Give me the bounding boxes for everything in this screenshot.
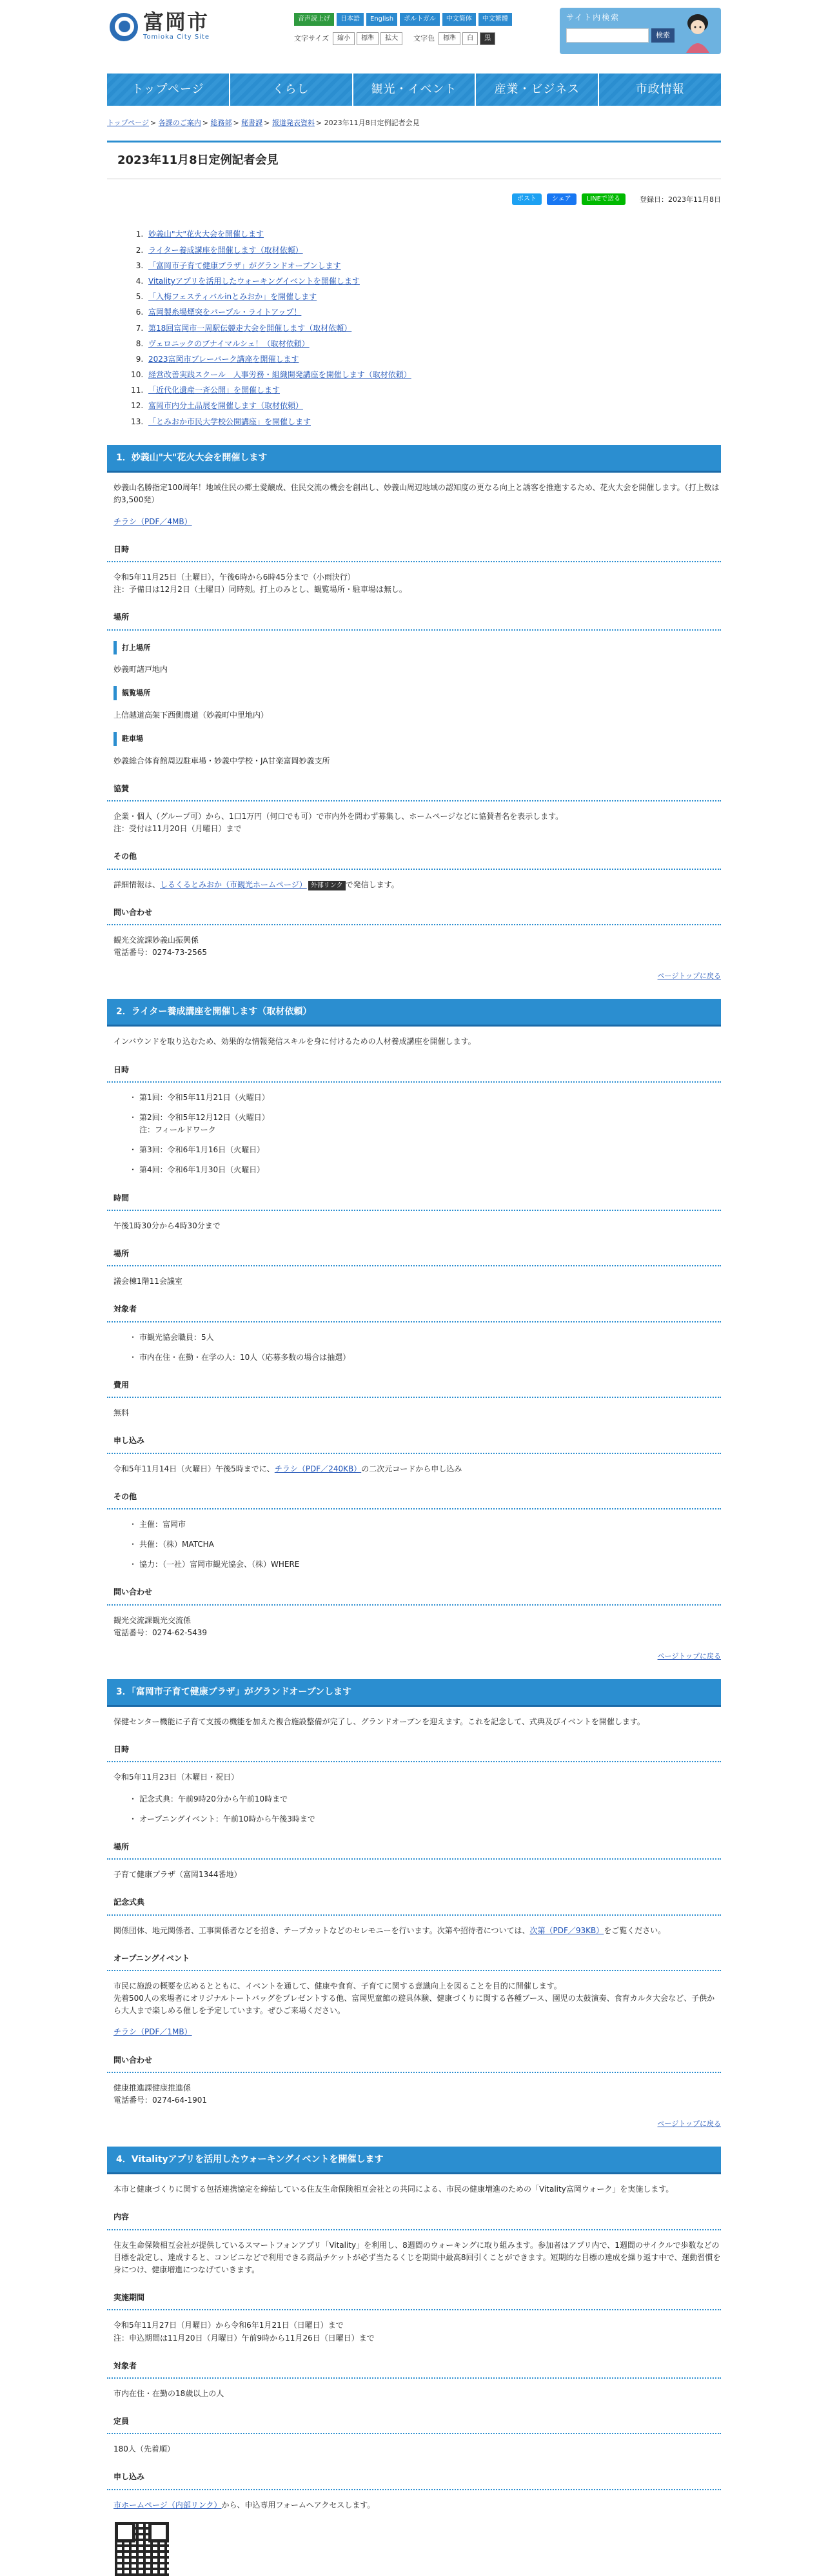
registered-date: 登録日：2023年11月8日	[640, 195, 721, 204]
contact-phone: 電話番号：0274-62-5439	[113, 1627, 208, 1637]
event-text: 先着500人の来場者にオリジナルトートバッグをプレゼントする他、富岡児童館の遊具体験、健康づくりに関する各種ブース、園児の太鼓演奏、食育カルタ大会など、子供から大人まで楽しめる催しを予定しています。ぜひご来場ください。	[113, 1994, 715, 2016]
minor-heading: 観覧場所	[113, 686, 721, 700]
capacity-text: 180人（先着順）	[113, 2444, 175, 2454]
list-item: ・ 第4回：令和6年1月30日（火曜日）	[139, 1164, 721, 1176]
page-title: 2023年11月8日定例記者会見	[107, 141, 721, 180]
font-standard-button[interactable]: 標準	[357, 32, 379, 45]
list-item: ・ 第1回：令和5年11月21日（火曜日）	[139, 1092, 721, 1104]
date-note: 注：予備日は12月2日（土曜日）同時刻。打上のみとし、観覧場所・駐車場は無し。	[113, 585, 407, 595]
subheading: 問い合わせ	[107, 904, 721, 925]
toc-link[interactable]: 「近代化遺産一斉公開」を開催します	[148, 386, 281, 395]
toc-link[interactable]: 富岡市内分土品展を開催します（取材依頼）	[148, 401, 304, 411]
program-link[interactable]: 次第（PDF／93KB）	[529, 1925, 604, 1935]
lang-japanese[interactable]: 日本語	[337, 13, 364, 26]
page-top-link[interactable]: ページトップに戻る	[657, 2119, 721, 2129]
page-top-link[interactable]: ページトップに戻る	[657, 972, 721, 981]
facebook-share-button[interactable]: シェア	[547, 193, 577, 205]
list-item	[146, 291, 721, 303]
target-list	[139, 1332, 721, 1364]
logo-english: Tomioka City Site	[143, 34, 210, 41]
toc-link[interactable]: 妙義山"大"花火大会を開催します	[148, 230, 264, 239]
color-label: 文字色	[413, 34, 435, 43]
contact-dept: 健康推進課健康推進係	[113, 2083, 192, 2092]
crumb-current: 2023年11月8日定例記者会見	[324, 119, 420, 127]
share-bar	[107, 193, 721, 205]
flyer-link[interactable]: チラシ（PDF／4MB）	[113, 516, 192, 526]
list-item	[146, 306, 721, 319]
subheading: 協賛	[107, 780, 721, 801]
list-item: ・ 記念式典：午前9時20分から午前10時まで	[139, 1793, 721, 1805]
search-title: サイト内検索	[566, 13, 620, 22]
subheading: オープニングイベント	[107, 1950, 721, 1971]
font-small-button[interactable]: 縮小	[333, 32, 355, 45]
subheading: 対象者	[107, 2357, 721, 2379]
parking: 妙義総合体育館周辺駐車場・妙義中学校・JA甘楽富岡妙義支所	[113, 756, 330, 765]
global-nav	[107, 74, 721, 106]
section-intro: インバウンドを取り込むため、効果的な情報発信スキルを身に付けるための人材養成講座を開催します。	[113, 1037, 476, 1047]
subheading: その他	[107, 848, 721, 869]
page-top-link[interactable]: ページトップに戻る	[657, 1652, 721, 1661]
list-item	[146, 338, 721, 350]
contact-dept: 観光交流課観光交流係	[113, 1615, 192, 1625]
period-text: 令和5年11月27日（月曜日）から令和6年1月21日（日曜日）まで	[113, 2321, 344, 2330]
toc-link[interactable]: 2023富岡市ブレーバーク講座を開催します	[148, 354, 299, 364]
subheading: 費用	[107, 1377, 721, 1398]
subheading: 問い合わせ	[107, 2052, 721, 2073]
lang-english[interactable]: English	[366, 13, 397, 26]
date-list	[139, 1092, 721, 1177]
color-black-button[interactable]: 黒	[480, 32, 495, 45]
subheading: 時間	[107, 1190, 721, 1211]
launch-place: 妙義町諸戸地内	[113, 665, 168, 674]
lang-portuguese[interactable]: ポルトガル	[400, 13, 440, 26]
list-item: ・ 共催：（株）MATCHA	[139, 1539, 721, 1551]
place-text: 議会棟1階11会議室	[113, 1277, 182, 1286]
nav-living[interactable]: くらし	[230, 74, 353, 106]
subheading: 対象者	[107, 1301, 721, 1322]
period-note: 注：申込期間は11月20日（月曜日）午前9時から11月26日（日曜日）まで	[113, 2333, 375, 2343]
list-item: ・ 第2回：令和5年12月12日（火曜日） 注：フィールドワーク	[139, 1112, 721, 1136]
subheading: 場所	[107, 1245, 721, 1266]
search-button[interactable]: 検索	[651, 28, 675, 43]
target-text: 市内在住・在勤の18歳以上の人	[113, 2388, 224, 2398]
external-link-badge: 外部リンク	[308, 881, 346, 890]
city-site-link[interactable]: 市ホームページ（内部リンク）	[113, 2500, 222, 2510]
tourism-site-link[interactable]: しるくるとみおか（市観光ホームページ）	[160, 880, 307, 889]
line-share-button[interactable]: LINEで送る	[582, 193, 626, 205]
crumb-departments[interactable]: 各課のご案内	[158, 119, 201, 127]
list-item	[146, 275, 721, 288]
list-item	[146, 322, 721, 335]
content-text: 住友生命保険相互会社が提供しているスマートフォンアプリ「Vitality」を利用し、8週間のウォーキングに取り組みます。参加者はアプリ内で、1週間のサイクルで歩数などの目標を設定し、達成すると、コンビニなどで利用できる商品チケットが必ず当たるくじを期間中最高8回引くことができます。短期的な目標の達成を繰り返す中で、運動習慣を身につけ、健康増進につなげていきます。	[113, 2240, 721, 2274]
toc-link[interactable]: 経営改善実践スクール 人事労務・組織開発講座を開催します（取材依頼）	[148, 370, 411, 380]
section-intro: 妙義山名勝指定100周年！地域住民の郷土愛醸成、住民交流の機会を創出し、妙義山周辺地域の認知度の更なる向上と誘客を推進するため、花火大会を開催します。（打上数は約3,500発）	[113, 483, 720, 505]
city-emblem-icon	[110, 13, 138, 41]
schedule-list	[139, 1793, 721, 1825]
subheading: 日時	[107, 1741, 721, 1762]
viewing-place: 上信越道高架下西側農道（妙義町中里地内）	[113, 710, 269, 720]
list-item	[146, 260, 721, 272]
section-intro: 保健センター機能に子育て支援の機能を加えた複合施設整備が完了し、グランドオープンを迎えます。これを記念して、式典及びイベントを開催します。	[113, 1717, 645, 1727]
table-of-contents	[146, 228, 721, 428]
toc-link[interactable]: 富岡製糸場煙突をパープル・ライトアップ！	[148, 308, 302, 317]
list-item: ・ 市観光協会職員：5人	[139, 1332, 721, 1344]
nav-city-info[interactable]: 市政情報	[599, 74, 721, 106]
crumb-general-affairs[interactable]: 総務部	[210, 119, 232, 127]
section-heading: 1．妙義山"大"花火大会を開催します	[107, 445, 721, 473]
minor-heading: 駐車場	[113, 732, 721, 746]
subheading: その他	[107, 1488, 721, 1509]
breadcrumb: トップページ > 各課のご案内 > 総務部 > 秘書課 > 報道発表資料 > 2023年11月8日定例記者会見	[107, 119, 420, 127]
list-item: ・ オープニングイベント：午前10時から午後3時まで	[139, 1813, 721, 1825]
lang-chinese-simplified[interactable]: 中文简体	[442, 13, 476, 26]
toc-link[interactable]: ライター養成講座を開催します（取材依頼）	[148, 245, 303, 255]
contact-phone: 電話番号：0274-64-1901	[113, 2096, 208, 2105]
list-item: ・ 協力：（一社）富岡市観光協会、（株）WHERE	[139, 1558, 721, 1571]
list-item	[146, 384, 721, 397]
list-item	[146, 353, 721, 366]
nav-business[interactable]: 産業・ビジネス	[476, 74, 599, 106]
read-aloud-button[interactable]: 音声読上げ	[294, 13, 334, 26]
site-search	[560, 8, 721, 54]
subheading: 記念式典	[107, 1894, 721, 1915]
subheading: 実施期間	[107, 2289, 721, 2310]
header	[107, 0, 721, 71]
event-date: 令和5年11月25日（土曜日），午後6時から6時45分まで（小雨決行）	[113, 572, 355, 582]
subheading: 申し込み	[107, 2468, 721, 2490]
list-item	[146, 416, 721, 428]
crumb-top[interactable]: トップページ	[107, 119, 150, 127]
site-logo[interactable]	[110, 12, 210, 43]
nav-top[interactable]: トップページ	[107, 74, 230, 106]
contact-dept: 観光交流課妙義山振興係	[113, 936, 199, 945]
sponsor-text: 企業・個人（グループ可）から、1口1万円（何口でも可）で市内外を問わず募集し、ホームページなどに協賛者名を表示します。	[113, 812, 564, 821]
section-heading: 4．Vitalityアプリを活用したウォーキングイベントを開催します	[107, 2147, 721, 2174]
time-text: 午後1時30分から4時30分まで	[113, 1221, 221, 1230]
event-date: 令和5年11月23日（木曜日・祝日）	[113, 1773, 239, 1782]
subheading: 場所	[107, 609, 721, 630]
subheading: 申し込み	[107, 1432, 721, 1453]
toc-link[interactable]: ヴェロニックのブナイマルシェ！（取材依頼）	[148, 339, 310, 348]
fee-text: 無料	[113, 1408, 130, 1418]
subheading: 日時	[107, 1061, 721, 1083]
flyer-link[interactable]: チラシ（PDF／240KB）	[274, 1464, 362, 1473]
list-item	[146, 400, 721, 412]
lang-chinese-traditional[interactable]: 中文繁體	[478, 13, 512, 26]
subheading: 内容	[107, 2208, 721, 2230]
organizer-list	[139, 1519, 721, 1571]
subheading: 問い合わせ	[107, 1584, 721, 1605]
crumb-press[interactable]: 報道発表資料	[271, 119, 315, 127]
crumb-secretary[interactable]: 秘書課	[241, 119, 263, 127]
toc-link[interactable]: 第18回富岡市一周駅伝競走大会を開催します（取材依頼）	[148, 323, 352, 333]
toc-link[interactable]: 「富岡市子育て健康プラザ」がグランドオープンします	[148, 261, 341, 270]
qr-code-icon	[115, 2522, 169, 2576]
color-standard-button[interactable]: 標準	[439, 32, 460, 45]
list-item: ・ 主催：富岡市	[139, 1519, 721, 1531]
font-size-label: 文字サイズ	[294, 34, 330, 43]
toc-link[interactable]: 「入梅フェスティバルinとみおか」を開催します	[148, 292, 317, 302]
subheading: 定員	[107, 2413, 721, 2434]
section-heading: 3．「富岡市子育て健康プラザ」がグランドオープンします	[107, 1679, 721, 1707]
twitter-share-button[interactable]: ポスト	[512, 193, 542, 205]
list-item	[146, 244, 721, 257]
utility-links	[294, 13, 512, 26]
minor-heading: 打上場所	[113, 641, 721, 655]
list-item: ・ 市内在住・在勤・在学の人：10人（応募多数の場合は抽選）	[139, 1352, 721, 1364]
toc-link[interactable]: Vitalityアプリを活用したウォーキングイベントを開催します	[148, 276, 360, 286]
search-input[interactable]	[566, 28, 649, 43]
subheading: 日時	[107, 541, 721, 562]
section-heading: 2．ライター養成講座を開催します（取材依頼）	[107, 999, 721, 1027]
logo-text: 富岡市	[143, 10, 210, 34]
mascot-character-icon	[678, 9, 717, 53]
section-intro: 本市と健康づくりに関する包括連携協定を締結している住友生命保険相互会社との共同による、市民の健康増進のための「Vitality富岡ウォーク」を実施します。	[113, 2185, 674, 2194]
color-white-button[interactable]: 白	[462, 32, 478, 45]
flyer-link[interactable]: チラシ（PDF／1MB）	[113, 2027, 192, 2037]
contact-phone: 電話番号：0274-73-2565	[113, 948, 208, 958]
list-item: ・ 第3回：令和6年1月16日（火曜日）	[139, 1144, 721, 1156]
toc-link[interactable]: 「とみおか市民大学校公開講座」を開催します	[148, 417, 311, 426]
sponsor-note: 注：受付は11月20日（月曜日）まで	[113, 824, 242, 834]
subheading: 場所	[107, 1838, 721, 1860]
event-text: 市民に施設の概要を広めるとともに、イベントを通して、健康や食育、子育てに関する意識向上を図ることを目的に開催します。	[113, 1981, 562, 1991]
place-text: 子育て健康プラザ（富岡1344番地）	[113, 1870, 242, 1880]
list-item	[146, 369, 721, 381]
display-controls	[294, 32, 497, 45]
font-large-button[interactable]: 拡大	[380, 32, 402, 45]
nav-tourism[interactable]: 観光・イベント	[353, 74, 477, 106]
list-item	[146, 228, 721, 241]
